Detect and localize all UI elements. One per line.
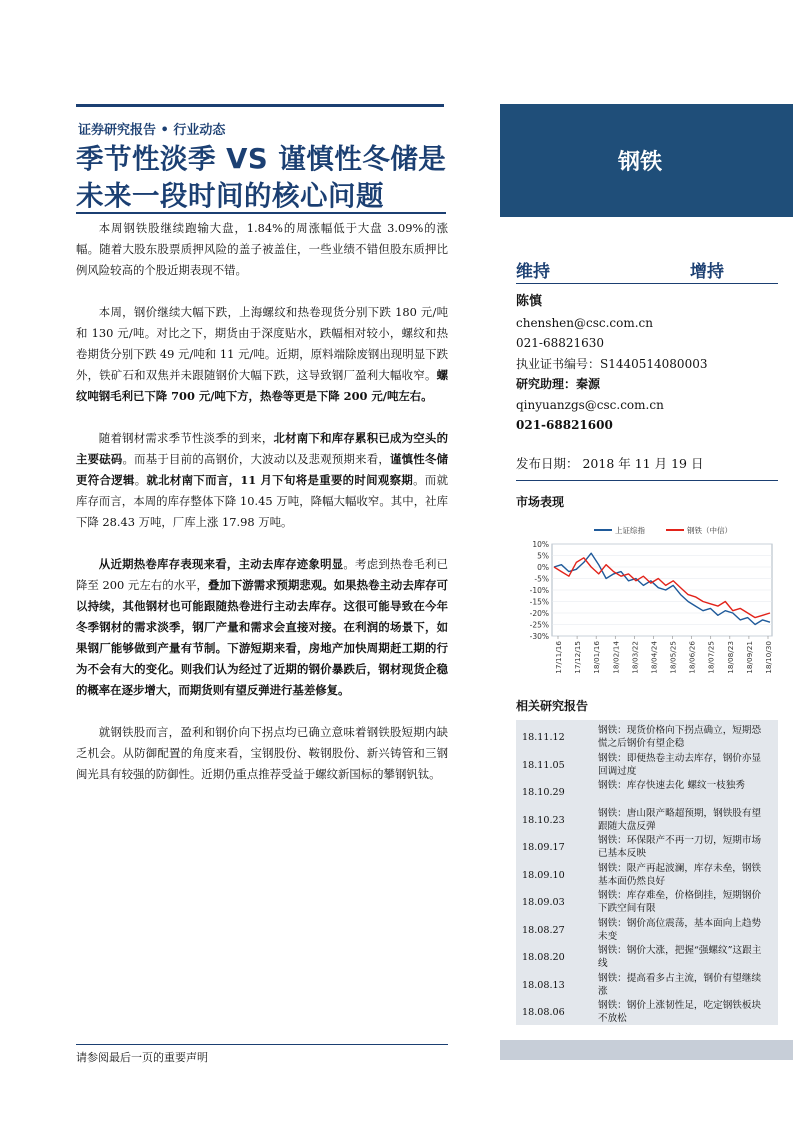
paragraph-4-text-b: 。考虑到热卷毛利已降至 200 元左右的水平， <box>76 557 448 592</box>
market-chart-svg <box>516 518 778 688</box>
related-report-title: 钢铁：钢价大涨，把握“强螺纹”这跟主线 <box>598 945 762 969</box>
analyst-name: 陈慎 <box>516 294 543 309</box>
x-tick-label: 18/08/23 <box>725 641 735 674</box>
related-report-date: 18.09.17 <box>522 842 565 853</box>
paragraph-3-bold-d: 谨慎性冬储更符合逻辑 <box>76 452 448 487</box>
y-tick-label: 5% <box>537 551 549 561</box>
x-tick-label: 18/01/16 <box>592 641 602 674</box>
market-chart <box>516 518 778 688</box>
y-tick-label: -25% <box>529 620 549 630</box>
paragraph-3-text-g: 。而就库存而言，本周的库存整体下降 10.45 万吨，降幅大幅收窄。其中，社库下降 28.43 万吨，厂库上涨 17.98 万吨。 <box>76 473 448 529</box>
y-tick-label: 10% <box>532 540 549 549</box>
related-report-date: 18.08.20 <box>522 952 565 963</box>
paragraph-4-bold-a: 从近期热卷库存表现来看，主动去库存迹象明显 <box>98 557 344 571</box>
title-underline <box>76 212 446 214</box>
related-report-title: 钢铁：库存难垒，价格倒挂，短期钢价下跌空间有限 <box>598 890 762 914</box>
report-body <box>76 218 448 785</box>
rating-row <box>516 257 776 282</box>
legend-label-1: 钢铁（中信） <box>687 526 732 535</box>
paragraph-2 <box>76 302 448 407</box>
assistant-label: 研究助理：秦源 <box>516 377 601 391</box>
x-tick-label: 18/07/25 <box>706 641 716 674</box>
related-report-date: 18.09.10 <box>522 869 565 881</box>
related-report-date: 18.09.03 <box>522 897 565 908</box>
related-reports-list <box>516 720 778 1025</box>
paragraph-3-text-c: 。而基于目前的高钢价，大波动以及悲观预期来看， <box>122 452 391 466</box>
paragraph-3-bold-b: 北材南下和库存累积已成为空头的主要砝码 <box>76 431 448 466</box>
related-report-date: 18.10.23 <box>522 814 565 826</box>
paragraph-3-text-a: 随着钢材需求季节性淡季的到来， <box>98 431 274 445</box>
related-reports-title: 相关研究报告 <box>516 699 589 713</box>
paragraph-3-text-e: 。 <box>134 473 147 487</box>
analyst-info <box>516 292 778 436</box>
x-tick-label: 17/12/15 <box>573 641 583 674</box>
paragraph-2-text: 本周，钢价继续大幅下跌，上海螺纹和热卷现货分别下跌 180 元/吨和 130 元/吨。对比之下，期货由于深度贴水，跌幅相对较小，螺纹和热卷期货分别下跌 49 元/吨和 11 元/吨。近期，原料端除废钢出现明显下跌外，铁矿石和双焦并未跟随钢价大幅下跌，这导致钢厂盈利大幅收窄。 <box>76 305 448 382</box>
footer-disclaimer: 请参阅最后一页的重要声明 <box>76 1051 208 1064</box>
related-report-date: 18.11.05 <box>522 759 565 771</box>
y-tick-label: -10% <box>529 586 549 595</box>
paragraph-3-bold-f: 就北材南下而言，11 月下旬将是重要的时间观察期 <box>146 473 414 487</box>
x-tick-label: 17/11/16 <box>554 641 563 674</box>
rating-rule <box>516 283 778 284</box>
related-report-title: 钢铁：唐山限产略超预期，钢铁股有望跟随大盘反弹 <box>598 807 762 832</box>
x-tick-label: 18/03/22 <box>630 641 640 674</box>
y-tick-label: -5% <box>534 574 549 584</box>
x-tick-label: 18/06/26 <box>687 641 697 674</box>
rating-old: 维持 <box>516 262 550 282</box>
related-report-title: 钢铁：环保限产不再一刀切，短期市场已基本反映 <box>598 835 762 859</box>
related-report-title: 钢铁：限产再起波澜，库存未垒，钢铁基本面仍然良好 <box>598 862 762 887</box>
x-tick-label: 18/09/21 <box>744 641 754 674</box>
paragraph-3 <box>76 428 448 533</box>
analyst-email[interactable]: chenshen@csc.com.cn <box>516 315 653 330</box>
y-tick-label: -15% <box>529 597 549 607</box>
market-performance-title: 市场表现 <box>516 495 565 509</box>
paragraph-4 <box>76 554 448 701</box>
related-report-title: 钢铁：钢价高位震荡，基本面向上趋势未变 <box>598 917 762 942</box>
publish-date: 发布日期： 2018 年 11 月 19 日 <box>516 456 704 471</box>
related-report-date: 18.11.12 <box>522 732 565 743</box>
related-report-title: 钢铁：提高看多占主流，钢价有望继续涨 <box>598 972 762 997</box>
x-tick-label: 18/04/24 <box>649 641 659 674</box>
y-tick-label: -20% <box>529 609 549 618</box>
title-line-1: 季节性淡季 VS 谨慎性冬储是 <box>76 143 447 175</box>
paragraph-5: 就钢铁股而言，盈利和钢价向下拐点均已确立意味着钢铁股短期内缺乏机会。从防御配置的角度来看，宝钢股份、鞍钢股份、新兴铸管和三钢闽光具有较强的防御性。近期仍重点推荐受益于螺纹新国标的攀钢钒钛。 <box>76 725 448 781</box>
page-title <box>76 141 496 215</box>
paragraph-2-bold: 螺纹吨钢毛利已下降 700 元/吨下方，热卷等更是下降 200 元/吨左右。 <box>76 368 448 403</box>
sector-label: 钢铁 <box>617 150 662 175</box>
footer-rule <box>76 1044 448 1045</box>
paragraph-4-bold-c: 叠加下游需求预期悲观。如果热卷主动去库存可以持续，其他钢材也可能跟随热卷进行主动去库存。这很可能导致在今年冬季钢材的需求淡季，钢厂产量和需求会直接对接。在利润的场景下，如果钢厂能够做到产量有节制。下游短期来看，房地产加快周期赶工期的行为不会有大的变化。则我们认为经过了近期的钢价暴跌后，钢材现货企稳的概率在逐步增大，而期货则有望反弹进行基差修复。 <box>76 578 448 697</box>
paragraph-1: 本周钢铁股继续跑输大盘，1.84%的周涨幅低于大盘 3.09%的涨幅。随着大股东股票质押风险的盖子被盖住，一些业绩不错但股东质押比例风险较高的个股近期表现不错。 <box>76 221 448 277</box>
x-tick-label: 18/05/25 <box>668 641 678 674</box>
top-rule <box>76 104 444 107</box>
related-report-title: 钢铁：即便热卷主动去库存，钢价亦显回调过度 <box>598 752 762 777</box>
y-tick-label: -30% <box>529 632 549 641</box>
related-report-date: 18.10.29 <box>522 787 565 798</box>
assistant-email[interactable]: qinyuanzgs@csc.com.cn <box>516 397 664 412</box>
related-report-title: 钢铁：现货价格向下拐点确立，短期恐慌之后钢价有望企稳 <box>598 725 762 749</box>
related-report-title: 钢铁：钢价上涨韧性足，吃定钢铁板块不放松 <box>598 1000 762 1024</box>
legend-label-0: 上证综指 <box>615 526 645 535</box>
analyst-cert: 执业证书编号：S1440514080003 <box>516 356 708 371</box>
x-tick-label: 18/10/30 <box>764 641 773 674</box>
title-line-2: 未来一段时间的核心问题 <box>76 180 384 212</box>
related-report-date: 18.08.13 <box>522 979 565 991</box>
related-report-title: 钢铁：库存快速去化 螺纹一枝独秀 <box>598 780 745 791</box>
analyst-phone: 021-68821630 <box>516 336 605 350</box>
report-kicker: 证券研究报告 • 行业动态 <box>78 123 226 138</box>
related-report-date: 18.08.27 <box>522 924 565 936</box>
pubdate-rule <box>516 480 778 481</box>
y-tick-label: 0% <box>537 563 549 572</box>
x-tick-label: 18/02/14 <box>611 641 621 674</box>
rating-new: 增持 <box>690 262 724 282</box>
assistant-phone: 021-68821600 <box>516 418 613 432</box>
related-report-date: 18.08.06 <box>522 1007 565 1018</box>
sidebar-bottom-band <box>500 1040 793 1060</box>
